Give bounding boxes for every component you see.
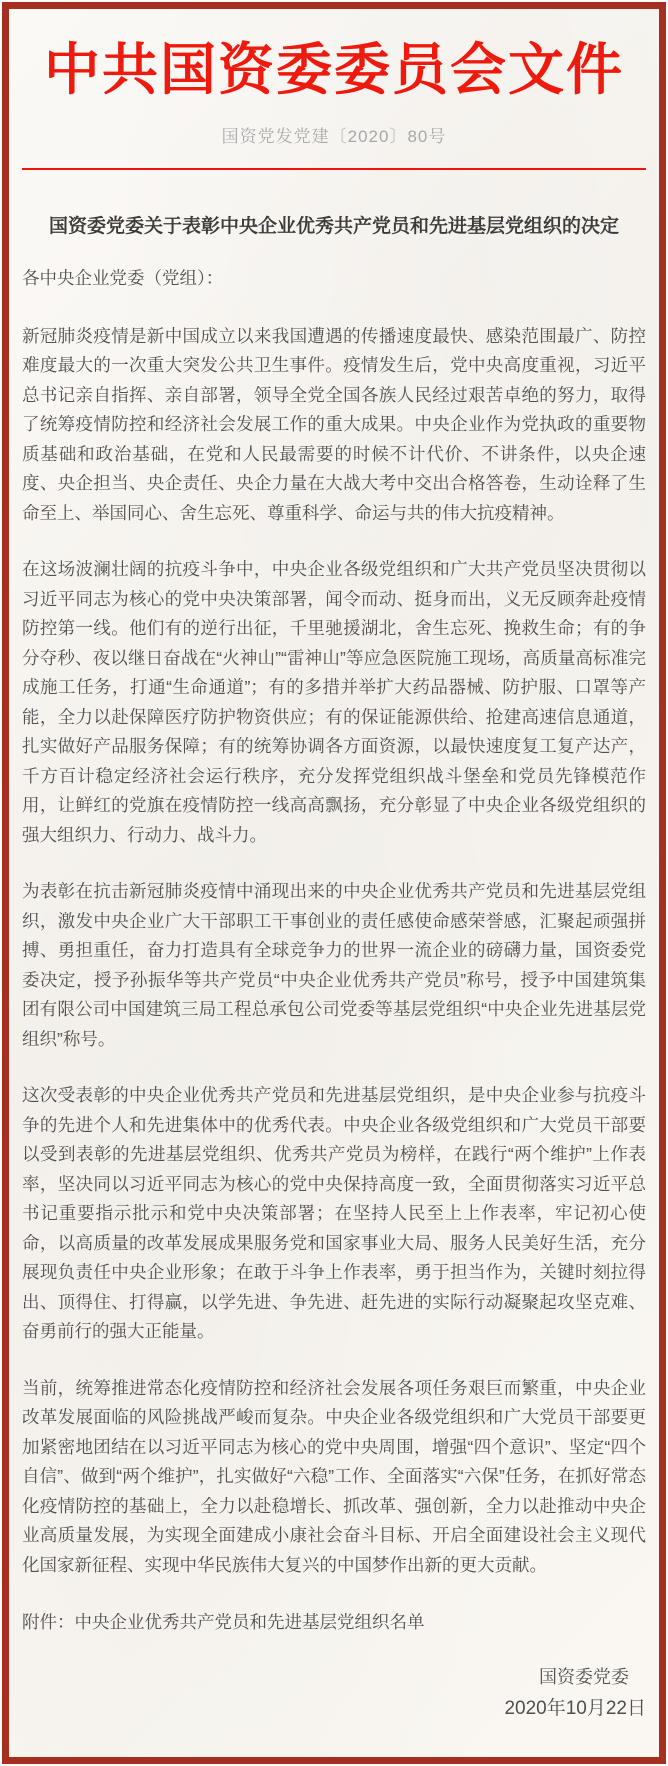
official-document-page: [2, 2, 666, 1764]
signature-date: 2020年10月22日: [504, 1697, 646, 1719]
attachment-line: 附件：中央企业优秀共产党员和先进基层党组织名单: [22, 1612, 425, 1632]
body-paragraph: 新冠肺炎疫情是新中国成立以来我国遭遇的传播速度最快、感染范围最广、防控难度最大的一次重大突发公共卫生事件。疫情发生后，党中央高度重视，习近平总书记亲自指挥、亲自部署，领导全党全国各族人民经过艰苦卓绝的努力，取得了统筹疫情防控和经济社会发展工作的重大成果。中央企业作为党执政的重要物质基础和政治基础，在党和人民最需要的时候不计代价、不讲条件，以央企速度、央企担当、央企责任、央企力量在大战大考中交出合格答卷，生动诠释了生命至上、举国同心、舍生忘死、尊重科学、命运与共的伟大抗疫精神。: [22, 325, 646, 523]
document-content: [9, 39, 659, 1724]
body-paragraph: 这次受表彰的中央企业优秀共产党员和先进基层党组织，是中央企业参与抗疫斗争的先进个人和先进集体中的优秀代表。中央企业各级党组织和广大党员干部要以受到表彰的先进基层党组织、优秀共产党员为榜样，在践行“两个维护”上作表率，坚决同以习近平同志为核心的党中央保持高度一致，全面贯彻落实习近平总书记重要指示批示和党中央决策部署；在坚持人民至上上作表率，牢记初心使命，以高质量的改革发展成果服务党和国家事业大局、服务人民美好生活，充分展现负责任中央企业形象；在敢于斗争上作表率，勇于担当作为，关键时刻拉得出、顶得住、打得赢，以学先进、争先进、赶先进的实际行动凝聚起攻坚克难、奋勇前行的强大正能量。: [22, 1085, 646, 1341]
red-divider-line: [22, 168, 646, 170]
salutation-line: 各中央企业党委（党组）：: [22, 268, 224, 288]
body-paragraph: 为表彰在抗击新冠肺炎疫情中涌现出来的中央企业优秀共产党员和先进基层党组织，激发中央企业广大干部职工干事创业的责任感使命感荣誉感，汇聚起顽强拼搏、勇担重任，奋力打造具有全球竞争力的世界一流企业的磅礴力量，国资委党委决定，授予孙振华等共产党员“中央企业优秀共产党员”称号，授予中国建筑集团有限公司中国建筑三局工程总承包公司党委等基层党组织“中央企业先进基层党组织”称号。: [22, 881, 646, 1049]
document-masthead-title: 中共国资委委员会文件: [44, 40, 624, 102]
signature-organization: 国资委党委: [539, 1666, 629, 1687]
body-paragraph: 在这场波澜壮阔的抗疫斗争中，中央企业各级党组织和广大共产党员坚决贯彻以习近平同志为核心的党中央决策部署，闻令而动、挺身而出，义无反顾奔赴疫情防控第一线。他们有的逆行出征，千里驰援湖北，舍生忘死、挽救生命；有的争分夺秒、夜以继日奋战在“火神山”“雷神山”等应急医院施工现场，高质量高标准完成施工任务，打通“生命通道”；有的多措并举扩大药品器械、防护服、口罩等产能，全力以赴保障医疗防护物资供应；有的保证能源供给、抢建高速信息通道，扎实做好产品服务保障；有的统筹协调各方面资源，以最快速度复工复产达产，千方百计稳定经济社会运行秩序，充分发挥党组织战斗堡垒和党员先锋模范作用，让鲜红的党旗在疫情防控一线高高飘扬，充分彰显了中央企业各级党组织的强大组织力、行动力、战斗力。: [22, 559, 646, 845]
document-number: 国资党发党建〔2020〕80号: [221, 127, 447, 146]
body-paragraph: 当前，统筹推进常态化疫情防控和经济社会发展各项任务艰巨而繁重，中央企业改革发展面临的风险挑战严峻而复杂。中央企业各级党组织和广大党员干部要更加紧密地团结在以习近平同志为核心的党中央周围，增强“四个意识”、坚定“四个自信”、做到“两个维护”，扎实做好“六稳”工作、全面落实“六保”任务，在抓好常态化疫情防控的基础上，全力以赴稳增长、抓改革、强创新，全力以赴推动中央企业高质量发展，为实现全面建成小康社会奋斗目标、开启全面建设社会主义现代化国家新征程、实现中华民族伟大复兴的中国梦作出新的更大贡献。: [22, 1377, 646, 1575]
document-title: 国资委党委关于表彰中央企业优秀共产党员和先进基层党组织的决定: [48, 216, 619, 237]
signature-block: [22, 1662, 646, 1724]
